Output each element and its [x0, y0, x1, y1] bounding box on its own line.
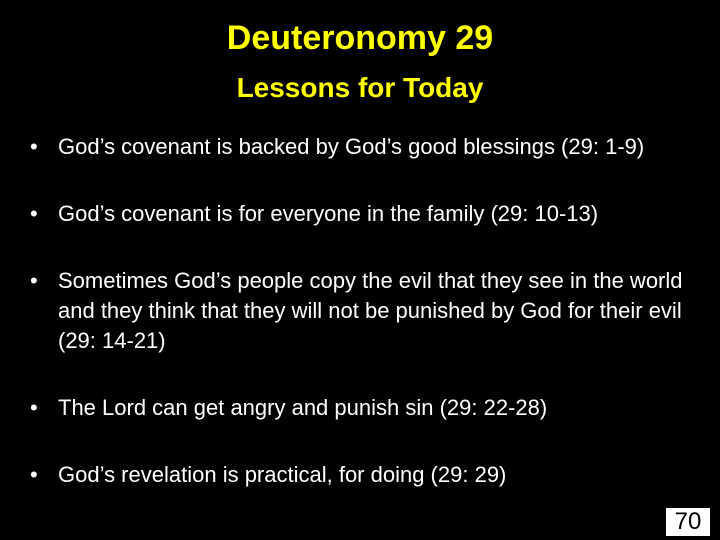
- bullet-text: God’s covenant is for everyone in the family (29: 10-13): [58, 201, 599, 226]
- bullet-item: [30, 266, 695, 356]
- slide-title: Deuteronomy 29: [226, 19, 494, 57]
- slide-subtitle: Lessons for Today: [236, 72, 484, 103]
- bullet-text: The Lord can get angry and punish sin (29: 22-28): [58, 395, 548, 420]
- bullet-icon: •: [30, 268, 38, 293]
- bullet-item: [30, 132, 695, 162]
- bullet-text: God’s covenant is backed by God’s good blessings (29: 1-9): [58, 134, 645, 159]
- bullet-text: God’s revelation is practical, for doing (29: 29): [58, 462, 507, 487]
- page-number-box: 70: [664, 506, 712, 538]
- bullet-icon: •: [30, 201, 38, 226]
- bullet-text: Sometimes God’s people copy the evil that they see in the world and they think that they will not be punished by God for their evil (29: 14-21): [58, 268, 683, 353]
- bullet-icon: •: [30, 462, 38, 487]
- bullet-item: [30, 460, 695, 490]
- bullet-icon: •: [30, 395, 38, 420]
- bullet-icon: •: [30, 134, 38, 159]
- bullet-item: [30, 393, 695, 423]
- bullet-item: [30, 199, 695, 229]
- bullet-list: [30, 132, 695, 490]
